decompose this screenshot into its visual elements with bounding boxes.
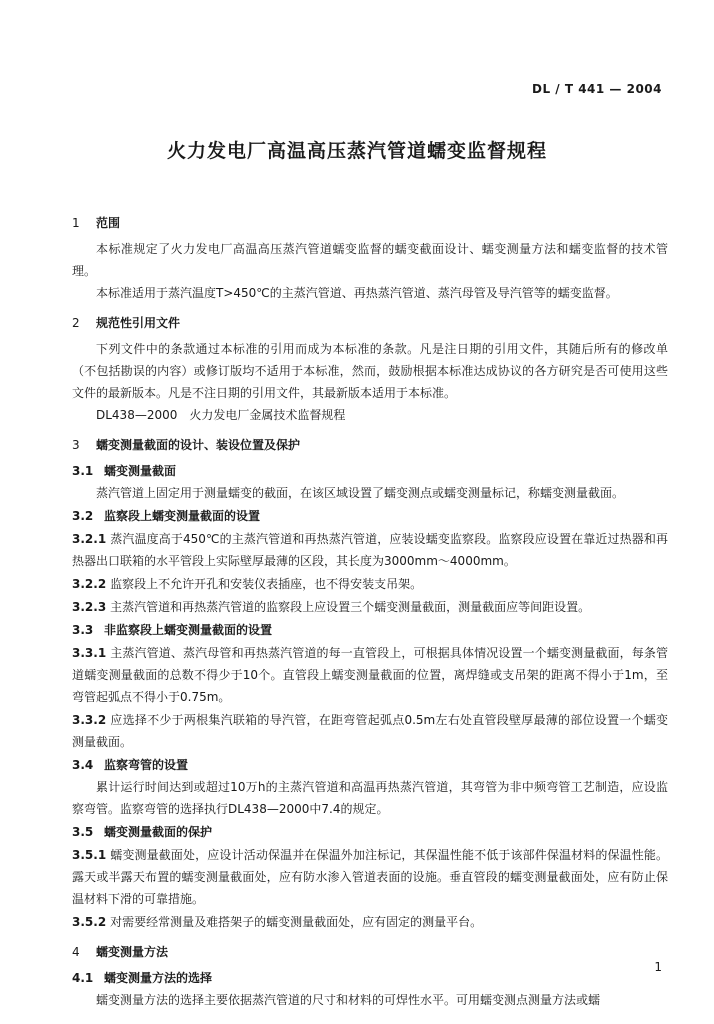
clause-3-3-2 [72, 709, 668, 753]
clause-title: 蠕变测量截面的保护 [104, 825, 213, 839]
clause-text: 对需要经常测量及难搭架子的蠕变测量截面处，应有固定的测量平台。 [110, 915, 483, 929]
clause-3-4 [72, 754, 668, 776]
clause-title: 蠕变测量方法的选择 [104, 971, 213, 985]
clause-number: 3.2.3 [72, 600, 107, 614]
clause-3-5 [72, 821, 668, 843]
page-number: 1 [654, 960, 662, 974]
clause-number: 3.5.2 [72, 915, 107, 929]
clause-number: 3.2.1 [72, 532, 107, 546]
clause-3-2 [72, 505, 668, 527]
section-2-heading [72, 312, 668, 334]
section-number: 2 [72, 316, 80, 330]
section-3-heading [72, 434, 668, 456]
clause-3-5-1 [72, 844, 668, 910]
clause-3-1 [72, 460, 668, 482]
clause-number: 3.3.1 [72, 646, 107, 660]
clause-number: 3.2 [72, 509, 94, 523]
clause-number: 3.5.1 [72, 848, 107, 862]
clause-3-2-3 [72, 596, 668, 618]
section-title: 蠕变测量截面的设计、装设位置及保护 [96, 438, 301, 452]
section-1-heading [72, 212, 668, 234]
clause-4-1 [72, 967, 668, 989]
document-title: 火力发电厂高温高压蒸汽管道蠕变监督规程 [166, 140, 547, 162]
clause-3-3-1 [72, 642, 668, 708]
paragraph: 蒸汽管道上固定用于测量蠕变的截面，在该区域设置了蠕变测点或蠕变测量标记，称蠕变测量截面。 [96, 486, 625, 500]
clause-title: 蠕变测量截面 [104, 464, 177, 478]
clause-3-2-1 [72, 528, 668, 572]
clause-3-3 [72, 619, 668, 641]
clause-text: 应选择不少于两根集汽联箱的导汽管，在距弯管起弧点0.5m左右处直管段壁厚最薄的部位设置一个蠕变测量截面。 [72, 713, 668, 749]
document-code: DL / T 441 — 2004 [531, 82, 662, 96]
paragraph: 本标准规定了火力发电厂高温高压蒸汽管道蠕变监督的蠕变截面设计、蠕变测量方法和蠕变监督的技术管理。 [72, 242, 668, 278]
clause-text: 监察段上不允许开孔和安装仪表插座，也不得安装支吊架。 [110, 577, 423, 591]
clause-title: 监察弯管的设置 [104, 758, 189, 772]
clause-3-5-2 [72, 911, 668, 933]
normative-reference: DL438—2000 火力发电厂金属技术监督规程 [96, 408, 346, 422]
clause-number: 3.3 [72, 623, 94, 637]
section-title: 规范性引用文件 [96, 316, 181, 330]
section-title: 蠕变测量方法 [96, 945, 169, 959]
paragraph: 下列文件中的条款通过本标准的引用而成为本标准的条款。凡是注日期的引用文件，其随后所有的修改单（不包括勘误的内容）或修订版均不适用于本标准，然而，鼓励根据本标准达成协议的各方研究是否可使用这些文件的最新版本。凡是不注日期的引用文件，其最新版本适用于本标准。 [72, 342, 668, 400]
paragraph: 本标准适用于蒸汽温度T>450℃的主蒸汽管道、再热蒸汽管道、蒸汽母管及导汽管等的蠕变监督。 [96, 286, 618, 300]
clause-number: 3.5 [72, 825, 94, 839]
clause-title: 监察段上蠕变测量截面的设置 [104, 509, 261, 523]
section-number: 1 [72, 216, 80, 230]
paragraph: 蠕变测量方法的选择主要依据蒸汽管道的尺寸和材料的可焊性水平。可用蠕变测点测量方法或蠕 [96, 993, 601, 1007]
clause-text: 主蒸汽管道和再热蒸汽管道的监察段上应设置三个蠕变测量截面，测量截面应等间距设置。 [110, 600, 591, 614]
section-number: 3 [72, 438, 80, 452]
clause-text: 主蒸汽管道、蒸汽母管和再热蒸汽管道的每一直管段上，可根据具体情况设置一个蠕变测量截面，每条管道蠕变测量截面的总数不得少于10个。直管段上蠕变测量截面的位置，离焊缝或支吊架的距离不得小于1m，至弯管起弧点不得小于0.75m。 [72, 646, 668, 704]
section-number: 4 [72, 945, 80, 959]
clause-number: 3.1 [72, 464, 94, 478]
clause-number: 3.2.2 [72, 577, 107, 591]
paragraph: 累计运行时间达到或超过10万h的主蒸汽管道和高温再热蒸汽管道，其弯管为非中频弯管工艺制造，应设监察弯管。监察弯管的选择执行DL438—2000中7.4的规定。 [72, 780, 668, 816]
clause-number: 3.4 [72, 758, 94, 772]
clause-number: 3.3.2 [72, 713, 107, 727]
clause-3-2-2 [72, 573, 668, 595]
clause-text: 蒸汽温度高于450℃的主蒸汽管道和再热蒸汽管道，应装设蠕变监察段。监察段应设置在靠近过热器和再热器出口联箱的水平管段上实际壁厚最薄的区段，其长度为3000mm～4000mm。 [72, 532, 668, 568]
clause-number: 4.1 [72, 971, 94, 985]
section-title: 范围 [96, 216, 121, 230]
document-body [72, 212, 668, 1011]
clause-text: 蠕变测量截面处，应设计活动保温并在保温外加注标记，其保温性能不低于该部件保温材料的保温性能。露天或半露天布置的蠕变测量截面处，应有防水渗入管道表面的设施。垂直管段的蠕变测量截面处，应有防止保温材料下滑的可靠措施。 [72, 848, 668, 906]
section-4-heading [72, 941, 668, 963]
clause-title: 非监察段上蠕变测量截面的设置 [104, 623, 273, 637]
